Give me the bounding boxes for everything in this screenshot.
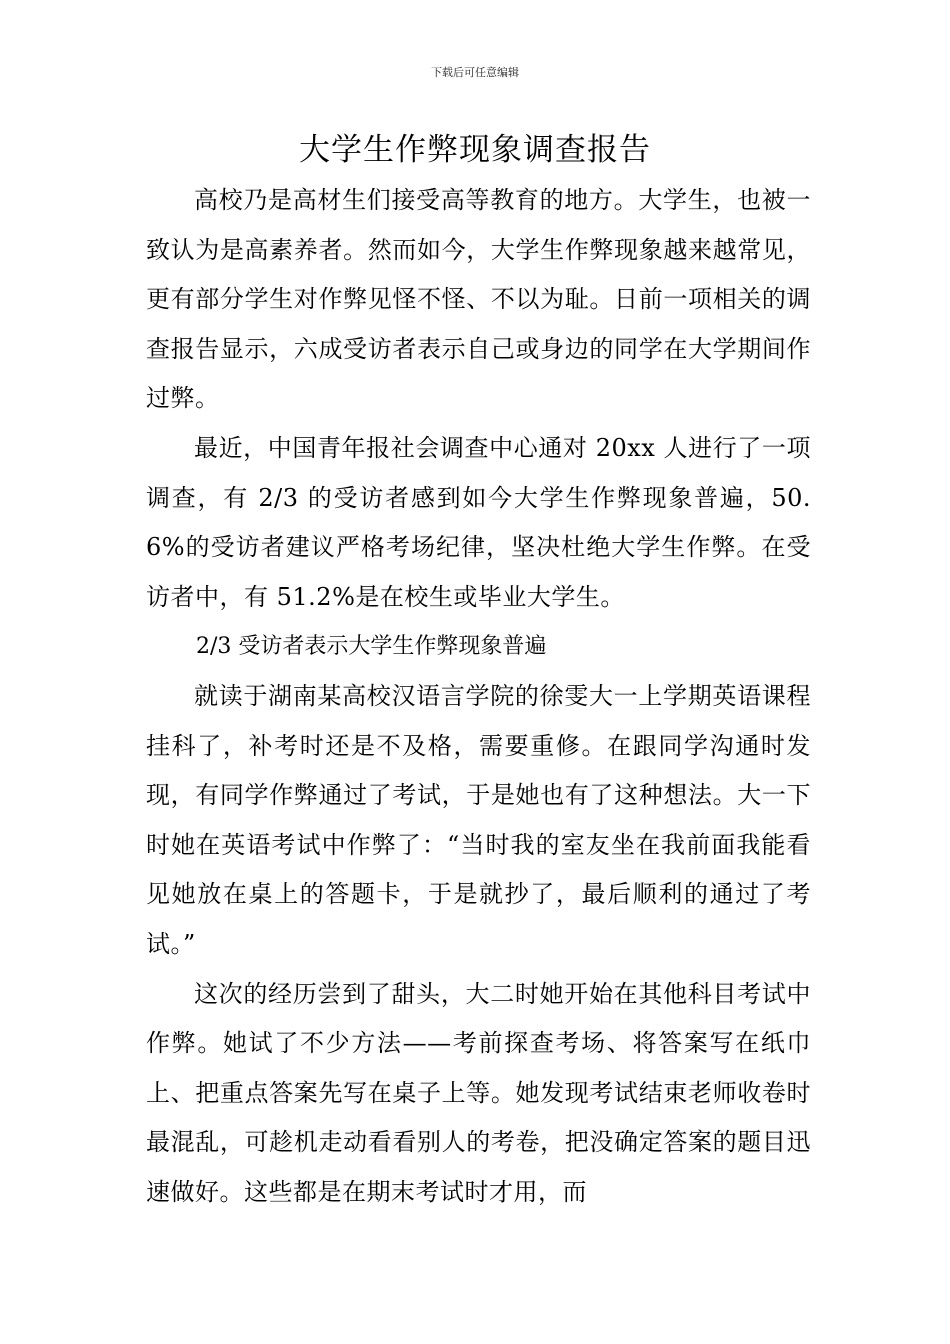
header-note: 下载后可任意编辑 [431, 66, 519, 79]
document-body [146, 176, 811, 1217]
paragraph-survey: 最近，中国青年报社会调查中心通对 20xx 人进行了一项调查，有 2/3 的受访者感到如今大学生作弊现象普遍，50.6%的受访者建议严格考场纪律，坚决杜绝大学生作弊。在受访者中，有 51.2%是在校生或毕业大学生。 [146, 433, 811, 611]
paragraph-intro: 高校乃是高材生们接受高等教育的地方。大学生，也被一致认为是高素养者。然而如今，大学生作弊现象越来越常见，更有部分学生对作弊见怪不怪、不以为耻。日前一项相关的调查报告显示，六成受访者表示自己或身边的同学在大学期间作过弊。 [146, 186, 811, 413]
section-subheading: 2/3 受访者表示大学生作弊现象普遍 [196, 634, 547, 660]
document-title: 大学生作弊现象调查报告 [299, 132, 651, 168]
paragraph-case-story: 就读于湖南某高校汉语言学院的徐雯大一上学期英语课程挂科了，补考时还是不及格，需要重修。在跟同学沟通时发现，有同学作弊通过了考试，于是她也有了这种想法。大一下时她在英语考试中作弊了：“当时我的室友坐在我前面我能看见她放在桌上的答题卡，于是就抄了，最后顺利的通过了考试。” [146, 681, 811, 958]
paragraph-case-methods: 这次的经历尝到了甜头，大二时她开始在其他科目考试中作弊。她试了不少方法——考前探查考场、将答案写在纸巾上、把重点答案先写在桌子上等。她发现考试结束老师收卷时最混乱，可趁机走动看看别人的考卷，把没确定答案的题目迅速做好。这些都是在期末考试时才用，而 [146, 979, 811, 1206]
